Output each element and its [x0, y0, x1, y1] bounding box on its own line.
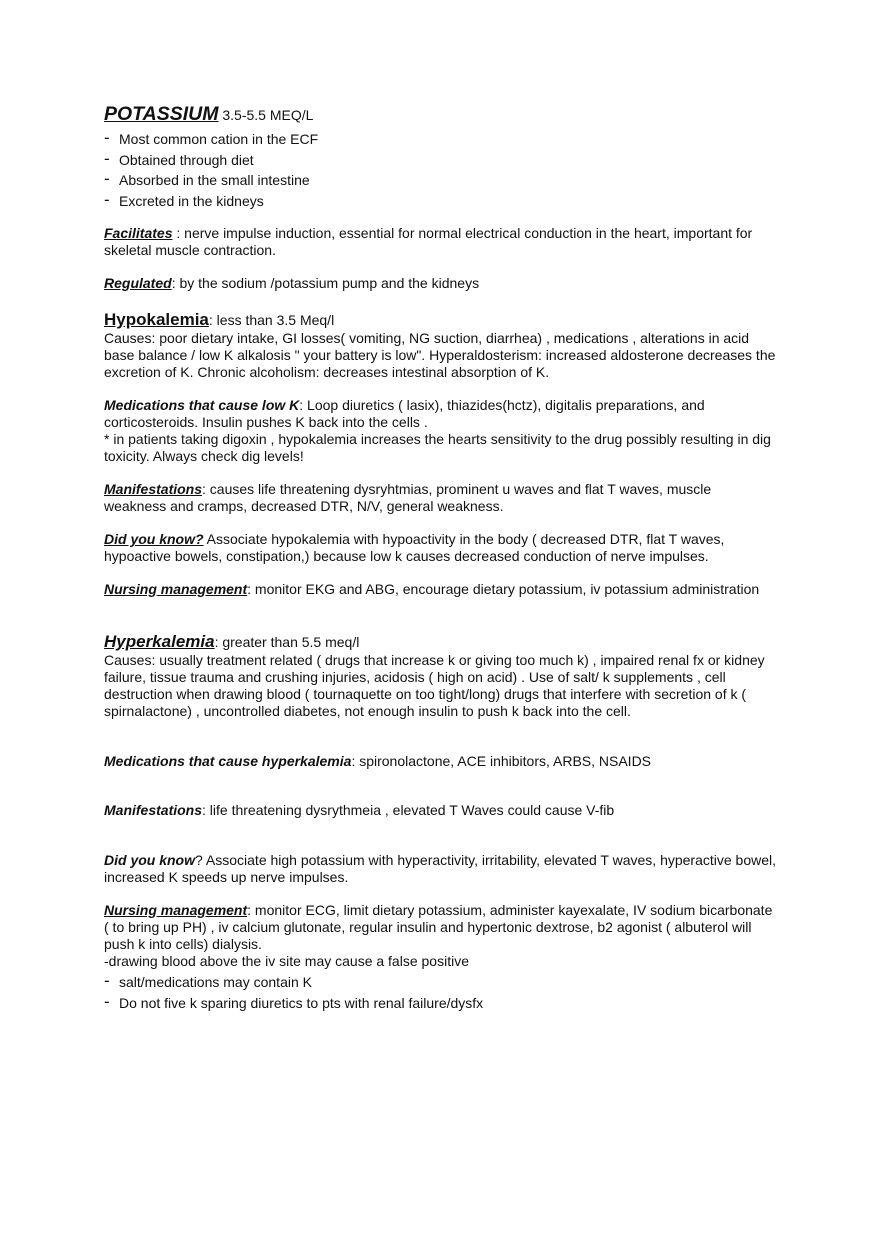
- hypokalemia-manifestations: [104, 481, 776, 515]
- regulated-text: : by the sodium /potassium pump and the kidneys: [171, 275, 480, 291]
- hypokalemia-nursing-management: [104, 581, 776, 598]
- hypokalemia-did-you-know-label: Did you know?: [104, 531, 204, 547]
- hyperkalemia-causes: Causes: usually treatment related ( drugs that increase k or giving too much k) , impaired renal fx or kidney failure, tissue trauma and crushing injuries, acidosis ( high on acid) . Use of salt/ k supplements , cell destruction when drawing blood ( tournaquette on too tight/long) drugs that interfere with secretion of k ( spirnalactone) , uncontrolled diabetes, not enough insulin to push k back into the cell.: [104, 652, 765, 719]
- list-item: - Most common cation in the ECF: [104, 129, 776, 150]
- facilitates-paragraph: [104, 225, 776, 259]
- list-item: - salt/medications may contain K: [104, 972, 776, 993]
- document-header: [104, 103, 776, 126]
- hypokalemia-manifestations-label: Manifestations: [104, 481, 203, 497]
- hyperkalemia-nursing-management: [104, 902, 776, 953]
- hyperkalemia-nursing-text: : monitor ECG, limit dietary potassium, administer kayexalate, IV sodium bicarbonate ( to bring up PH) , iv calcium glutonate, regular insulin and hypertonic dextrose, b2 agonist ( albuterol will push k into cells) dialysis.: [104, 902, 773, 952]
- hyperkalemia-bullet-list: [104, 972, 776, 1013]
- hyperkalemia-manifestations-text: : life threatening dysrythmeia , elevated T Waves could cause V-fib: [202, 802, 615, 818]
- hyperkalemia-did-you-know-text: ? Associate high potassium with hyperactivity, irritability, elevated T waves, hyperactive bowel, increased K speeds up nerve impulses.: [104, 852, 777, 885]
- document-page: [104, 103, 776, 1013]
- hyperkalemia-nursing-label: Nursing management: [104, 902, 248, 918]
- hypokalemia-medications-text: : Loop diuretics ( lasix), thiazides(hctz), digitalis preparations, and corticosteroids. Insulin pushes K back into the cells .: [104, 397, 705, 430]
- list-item: - Obtained through diet: [104, 150, 776, 171]
- list-item: - Do not five k sparing diuretics to pts with renal failure/dysfx: [104, 993, 776, 1014]
- hypokalemia-nursing-label: Nursing management: [104, 581, 248, 597]
- hyperkalemia-manifestations-label: Manifestations: [104, 802, 203, 818]
- hypokalemia-did-you-know: [104, 531, 776, 565]
- hyperkalemia-manifestations: [104, 802, 776, 819]
- normal-range: 3.5-5.5 MEQ/L: [218, 107, 314, 123]
- hypokalemia-manifestations-text: : causes life threatening dysryhtmias, prominent u waves and flat T waves, muscle weakness and cramps, decreased DTR, N/V, general weakness.: [104, 481, 712, 514]
- regulated-label: Regulated: [104, 275, 172, 291]
- hypokalemia-range: : less than 3.5 Meq/l: [208, 312, 335, 328]
- hyperkalemia-medications: [104, 753, 776, 770]
- list-item: - Absorbed in the small intestine: [104, 170, 776, 191]
- hyperkalemia-medications-label: Medications that cause hyperkalemia: [104, 753, 352, 769]
- hyperkalemia-heading: [104, 632, 776, 652]
- hypokalemia-medications: [104, 397, 776, 431]
- hypokalemia-nursing-text: : monitor EKG and ABG, encourage dietary potassium, iv potassium administration: [247, 581, 760, 597]
- hypokalemia-causes: Causes: poor dietary intake, GI losses( vomiting, NG suction, diarrhea) , medications , alterations in acid base balance / low K alkalosis " your battery is low". Hyperaldosterism: increased aldosterone decreases the excretion of K. Chronic alcoholism: decreases intestinal absorption of K.: [104, 330, 776, 380]
- hypokalemia-did-you-know-text: Associate hypokalemia with hypoactivity in the body ( decreased DTR, flat T waves, hypoactive bowels, constipation,) because low k causes decreased conduction of nerve impulses.: [104, 531, 725, 564]
- hyperkalemia-did-you-know-label: Did you know: [104, 852, 195, 868]
- intro-bullet-list: [104, 129, 776, 211]
- hyperkalemia-medications-text: : spironolactone, ACE inhibitors, ARBS, NSAIDS: [351, 753, 652, 769]
- page-title: POTASSIUM: [104, 103, 219, 125]
- hyperkalemia-title: Hyperkalemia: [104, 632, 215, 651]
- hyperkalemia-range: : greater than 5.5 meq/l: [214, 634, 360, 650]
- facilitates-text: : nerve impulse induction, essential for normal electrical conduction in the heart, important for skeletal muscle contraction.: [104, 225, 753, 258]
- digoxin-note: * in patients taking digoxin , hypokalemia increases the hearts sensitivity to the drug possibly resulting in dig toxicity. Always check dig levels!: [104, 431, 771, 464]
- hypokalemia-heading: [104, 310, 776, 330]
- drawing-blood-note: -drawing blood above the iv site may cause a false positive: [104, 953, 469, 969]
- regulated-paragraph: [104, 275, 776, 292]
- hypokalemia-title: Hypokalemia: [104, 310, 209, 329]
- facilitates-label: Facilitates: [104, 225, 173, 241]
- hyperkalemia-did-you-know: [104, 852, 776, 886]
- hypokalemia-medications-label: Medications that cause low K: [104, 397, 300, 413]
- list-item: - Excreted in the kidneys: [104, 191, 776, 212]
